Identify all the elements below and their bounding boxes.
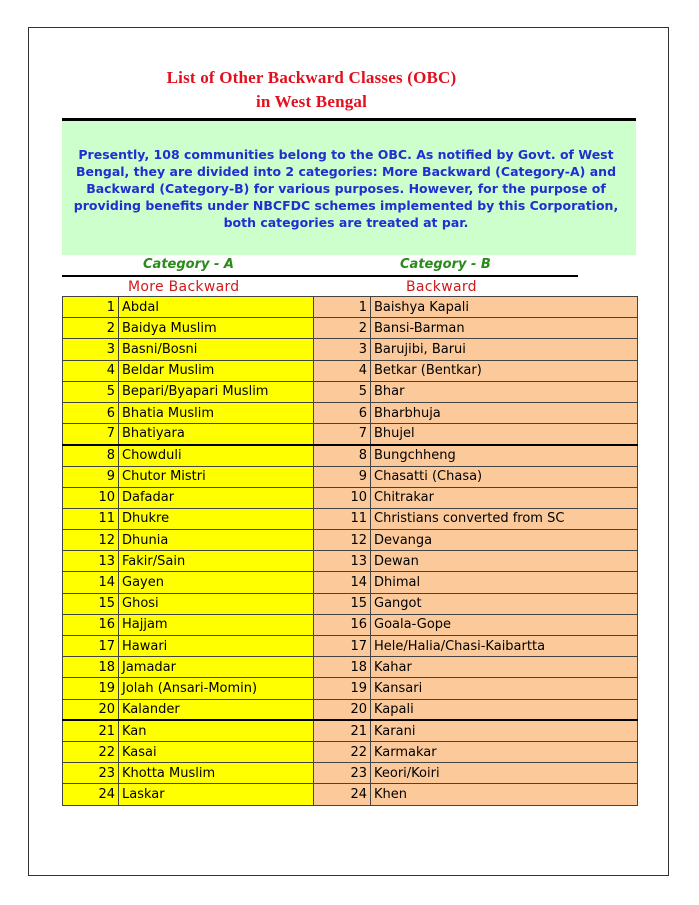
table-row xyxy=(63,339,638,360)
category-a-name: Chowduli xyxy=(119,445,314,466)
category-a-name: Basni/Bosni xyxy=(119,339,314,360)
category-b-name: Devanga xyxy=(371,530,638,551)
table-row xyxy=(63,763,638,784)
category-b-name: Dhimal xyxy=(371,572,638,593)
category-a-number: 6 xyxy=(63,402,119,423)
table-row xyxy=(63,297,638,318)
category-a-name: Jamadar xyxy=(119,657,314,678)
category-b-name: Karani xyxy=(371,720,638,741)
category-b-number: 6 xyxy=(314,402,371,423)
category-b-number: 11 xyxy=(314,508,371,529)
category-a-name: Dafadar xyxy=(119,487,314,508)
category-b-name: Barujibi, Barui xyxy=(371,339,638,360)
category-a-name: Bhatiyara xyxy=(119,424,314,445)
category-b-name: Chasatti (Chasa) xyxy=(371,466,638,487)
category-b-number: 10 xyxy=(314,487,371,508)
page-title: List of Other Backward Classes (OBC) xyxy=(166,68,457,87)
category-a-number: 5 xyxy=(63,381,119,402)
category-a-number: 12 xyxy=(63,530,119,551)
category-a-number: 15 xyxy=(63,593,119,614)
category-b-name: Goala-Gope xyxy=(371,614,638,635)
category-a-number: 23 xyxy=(63,763,119,784)
table-row xyxy=(63,402,638,423)
category-b-name: Kansari xyxy=(371,678,638,699)
table-row xyxy=(63,487,638,508)
category-b-name: Karmakar xyxy=(371,741,638,762)
table-row xyxy=(63,551,638,572)
table-row xyxy=(63,699,638,720)
category-b-name: Kahar xyxy=(371,657,638,678)
category-a-name: Baidya Muslim xyxy=(119,318,314,339)
obc-list-table xyxy=(62,296,638,806)
category-a-number: 11 xyxy=(63,508,119,529)
category-b-name: Christians converted from SC xyxy=(371,508,638,529)
category-b-name: Bhar xyxy=(371,381,638,402)
category-a-number: 10 xyxy=(63,487,119,508)
category-b-number: 13 xyxy=(314,551,371,572)
category-b-name: Bharbhuja xyxy=(371,402,638,423)
table-row xyxy=(63,614,638,635)
category-b-number: 18 xyxy=(314,657,371,678)
category-a-number: 1 xyxy=(63,297,119,318)
category-b-number: 14 xyxy=(314,572,371,593)
category-a-name: Chutor Mistri xyxy=(119,466,314,487)
category-b-number: 17 xyxy=(314,636,371,657)
table-row xyxy=(63,636,638,657)
category-b-name: Kapali xyxy=(371,699,638,720)
table-row xyxy=(63,741,638,762)
category-b-number: 3 xyxy=(314,339,371,360)
table-row xyxy=(63,360,638,381)
category-b-name: Chitrakar xyxy=(371,487,638,508)
category-a-number: 13 xyxy=(63,551,119,572)
page-subtitle: in West Bengal xyxy=(255,92,368,111)
category-b-number: 2 xyxy=(314,318,371,339)
category-a-name: Abdal xyxy=(119,297,314,318)
category-a-name: Beldar Muslim xyxy=(119,360,314,381)
category-b-number: 7 xyxy=(314,424,371,445)
table-row xyxy=(63,572,638,593)
category-b-number: 1 xyxy=(314,297,371,318)
category-b-subtitle: Backward xyxy=(406,279,477,295)
category-a-number: 3 xyxy=(63,339,119,360)
table-row xyxy=(63,381,638,402)
category-a-name: Bepari/Byapari Muslim xyxy=(119,381,314,402)
category-a-name: Laskar xyxy=(119,784,314,805)
category-a-name: Gayen xyxy=(119,572,314,593)
table-row xyxy=(63,784,638,805)
category-a-number: 4 xyxy=(63,360,119,381)
category-a-number: 16 xyxy=(63,614,119,635)
category-b-heading: Category - B xyxy=(400,257,491,272)
category-b-name: Hele/Halia/Chasi-Kaibartta xyxy=(371,636,638,657)
category-b-name: Betkar (Bentkar) xyxy=(371,360,638,381)
category-divider xyxy=(62,275,578,277)
table-row xyxy=(63,720,638,741)
category-a-number: 22 xyxy=(63,741,119,762)
category-a-number: 21 xyxy=(63,720,119,741)
notice-box: Presently, 108 communities belong to the OBC. As notified by Govt. of West Bengal, they are divided into 2 categories: More Backward (Category-A) and Backward (Category-B) for various purposes. However, for the purpose of providing benefits under NBCFDC schemes implemented by this Corporation, both categories are treated at par. xyxy=(62,118,636,255)
category-a-name: Bhatia Muslim xyxy=(119,402,314,423)
category-a-subtitle: More Backward xyxy=(128,279,240,295)
category-b-name: Khen xyxy=(371,784,638,805)
category-a-number: 9 xyxy=(63,466,119,487)
category-b-number: 16 xyxy=(314,614,371,635)
category-b-name: Bhujel xyxy=(371,424,638,445)
table-row xyxy=(63,508,638,529)
category-a-heading: Category - A xyxy=(143,257,234,272)
category-a-number: 18 xyxy=(63,657,119,678)
category-b-name: Bungchheng xyxy=(371,445,638,466)
category-a-number: 14 xyxy=(63,572,119,593)
table-row xyxy=(63,466,638,487)
category-b-number: 23 xyxy=(314,763,371,784)
table-row xyxy=(63,657,638,678)
category-a-number: 24 xyxy=(63,784,119,805)
category-b-number: 15 xyxy=(314,593,371,614)
category-a-name: Khotta Muslim xyxy=(119,763,314,784)
category-b-number: 22 xyxy=(314,741,371,762)
category-a-name: Dhunia xyxy=(119,530,314,551)
category-a-name: Jolah (Ansari-Momin) xyxy=(119,678,314,699)
category-a-name: Kan xyxy=(119,720,314,741)
table-row xyxy=(63,445,638,466)
category-b-number: 20 xyxy=(314,699,371,720)
category-a-name: Dhukre xyxy=(119,508,314,529)
category-a-name: Kalander xyxy=(119,699,314,720)
table-row xyxy=(63,593,638,614)
category-b-name: Keori/Koiri xyxy=(371,763,638,784)
table-row xyxy=(63,530,638,551)
category-a-number: 17 xyxy=(63,636,119,657)
category-b-number: 5 xyxy=(314,381,371,402)
table-row xyxy=(63,678,638,699)
category-a-name: Hawari xyxy=(119,636,314,657)
category-b-number: 8 xyxy=(314,445,371,466)
category-b-name: Gangot xyxy=(371,593,638,614)
category-b-number: 21 xyxy=(314,720,371,741)
category-b-name: Bansi-Barman xyxy=(371,318,638,339)
category-b-name: Dewan xyxy=(371,551,638,572)
category-b-number: 19 xyxy=(314,678,371,699)
category-a-number: 19 xyxy=(63,678,119,699)
category-a-number: 2 xyxy=(63,318,119,339)
table-row xyxy=(63,318,638,339)
category-a-name: Kasai xyxy=(119,741,314,762)
category-b-number: 9 xyxy=(314,466,371,487)
category-b-name: Baishya Kapali xyxy=(371,297,638,318)
category-a-name: Hajjam xyxy=(119,614,314,635)
category-b-number: 12 xyxy=(314,530,371,551)
category-a-number: 20 xyxy=(63,699,119,720)
category-a-name: Ghosi xyxy=(119,593,314,614)
category-a-name: Fakir/Sain xyxy=(119,551,314,572)
table-row xyxy=(63,424,638,445)
category-b-number: 24 xyxy=(314,784,371,805)
category-a-number: 7 xyxy=(63,424,119,445)
category-a-number: 8 xyxy=(63,445,119,466)
category-b-number: 4 xyxy=(314,360,371,381)
